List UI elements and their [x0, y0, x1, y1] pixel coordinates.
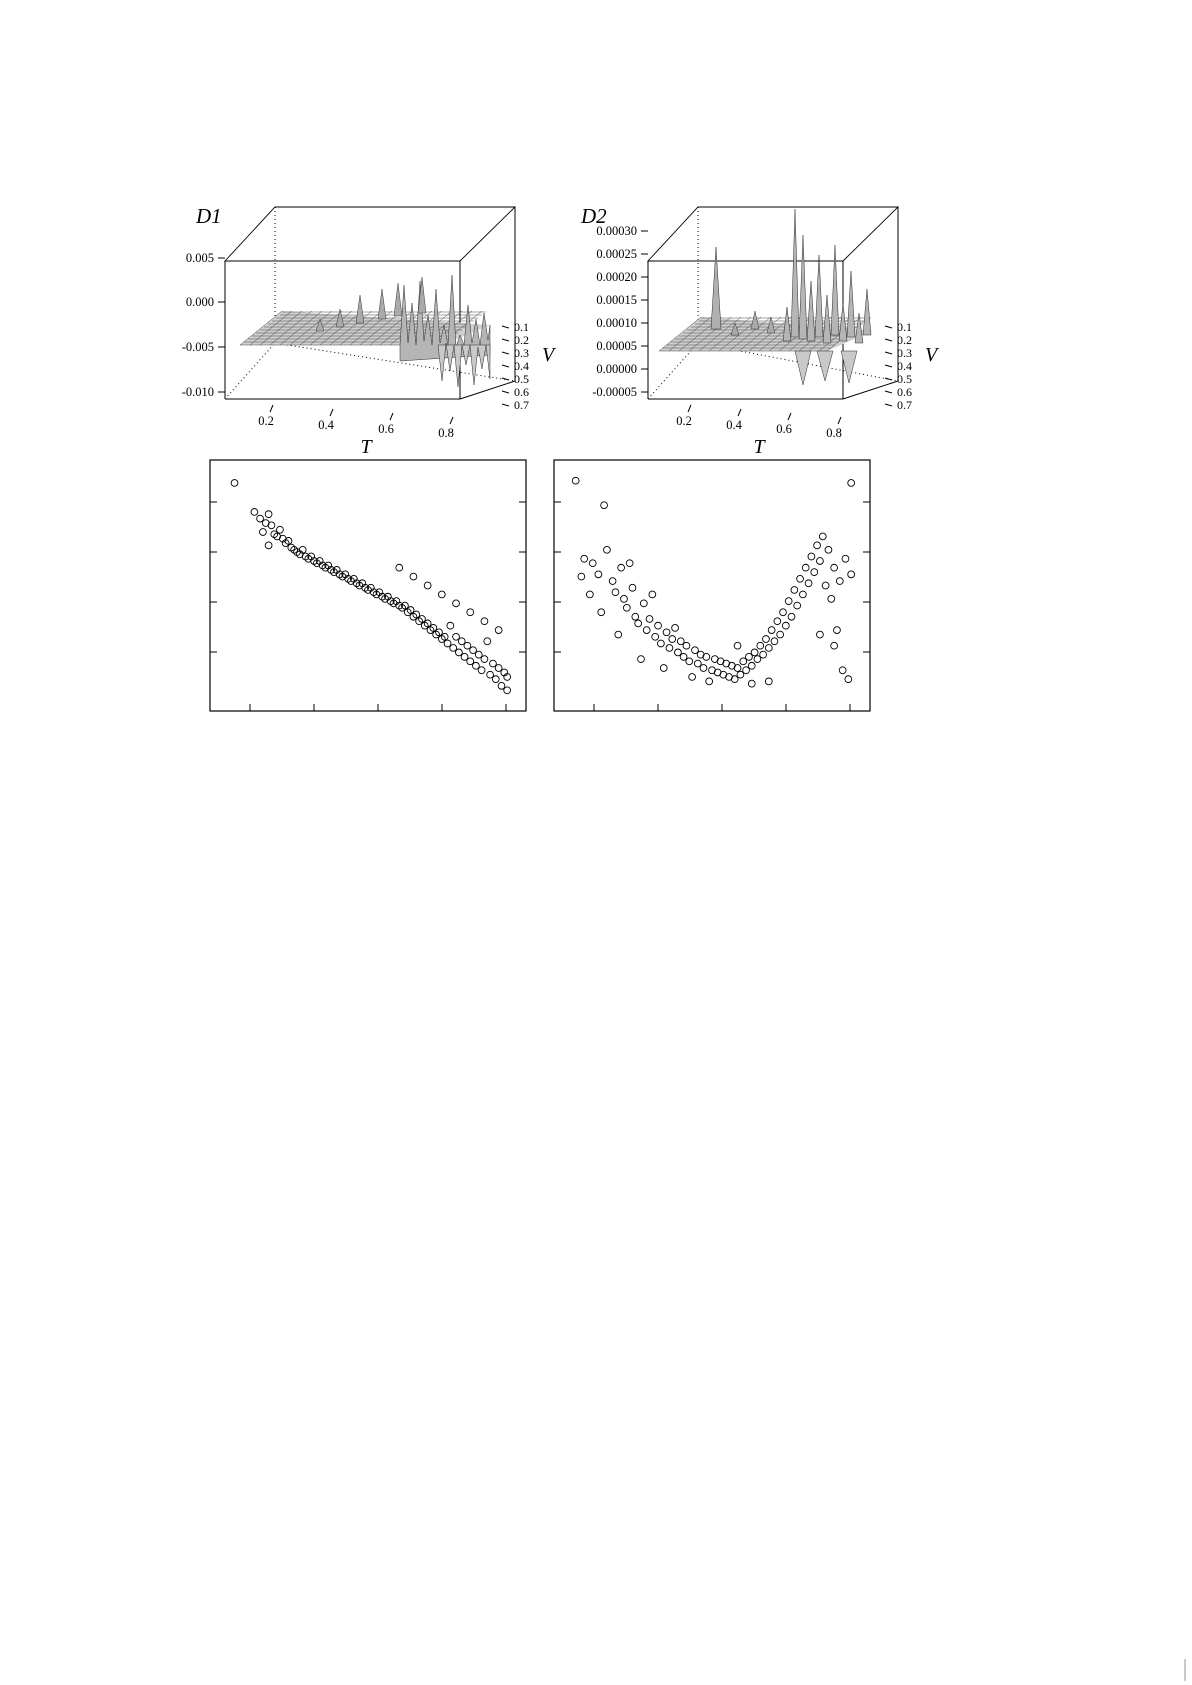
scatter-point: [694, 660, 701, 667]
scatter-point: [734, 665, 741, 672]
scatter-point: [461, 653, 468, 660]
scatter-point: [464, 642, 471, 649]
scatter-point: [748, 662, 755, 669]
scatter-point: [774, 618, 781, 625]
scatter-point: [842, 555, 849, 562]
scatter-point: [251, 509, 258, 516]
scatter-point: [595, 571, 602, 578]
scatter-point: [453, 633, 460, 640]
d2-z-tick-4: 0.00010: [596, 316, 637, 330]
d1-surface: [240, 275, 490, 387]
scatter-point: [677, 638, 684, 645]
scatter-point: [663, 629, 670, 636]
scatter-point: [771, 638, 778, 645]
scatter-point: [277, 526, 284, 533]
scatter-plot-2-svg: [552, 458, 872, 713]
d2-z-axis: [592, 224, 648, 399]
scatter-point: [447, 622, 454, 629]
scatter-point: [799, 591, 806, 598]
d2-box-frame: [648, 207, 898, 399]
scatter-point: [635, 620, 642, 627]
d2-z-tick-3: 0.00015: [596, 293, 637, 307]
scatter-point: [746, 653, 753, 660]
scatter-point: [475, 651, 482, 658]
d2-y-tick-6: 0.7: [897, 398, 912, 412]
scatter-point: [808, 553, 815, 560]
scatter-point: [640, 600, 647, 607]
scatter-point: [453, 600, 460, 607]
scatter-point: [828, 595, 835, 602]
d1-y-tick-2: 0.3: [514, 346, 529, 360]
scatter-point: [618, 564, 625, 571]
scatter-point: [680, 653, 687, 660]
d2-x-tick-1: 0.4: [726, 418, 742, 432]
scatter-point: [481, 618, 488, 625]
scatter-point: [703, 653, 710, 660]
d1-y-tick-3: 0.4: [514, 359, 529, 373]
d1-x-axis: [258, 405, 454, 458]
scatter-plot-2: [552, 458, 872, 713]
d2-z-tick-6: 0.00000: [596, 362, 637, 376]
scatter-point: [260, 529, 267, 536]
scatter-point: [495, 627, 502, 634]
d1-title-group: [195, 204, 222, 228]
scatter-point: [612, 589, 619, 596]
scatter-point: [751, 649, 758, 656]
d2-y-tick-2: 0.3: [897, 346, 912, 360]
scatter-point: [805, 580, 812, 587]
d1-title: D1: [196, 204, 222, 228]
d1-x-tick-1: 0.4: [318, 418, 334, 432]
d2-z-tick-1: 0.00025: [596, 247, 637, 261]
d2-x-tick-2: 0.6: [776, 422, 792, 436]
scatter-plot-1-svg: [208, 458, 528, 713]
scatter-point: [788, 613, 795, 620]
scatter-point: [589, 560, 596, 567]
d2-surface: [659, 209, 873, 385]
d2-x-tick-0: 0.2: [676, 414, 692, 428]
scatter-point: [470, 647, 477, 654]
scatter-point: [410, 573, 417, 580]
surface-plot-d1: [170, 185, 570, 460]
scatter-point: [655, 622, 662, 629]
scatter-point: [586, 591, 593, 598]
d2-y-tick-0: 0.1: [897, 320, 912, 334]
scatter-point: [791, 587, 798, 594]
scatter-point: [743, 667, 750, 674]
scatter-point: [734, 642, 741, 649]
scatter-point: [660, 665, 667, 672]
d2-y-tick-3: 0.4: [897, 359, 912, 373]
scatter-point: [672, 624, 679, 631]
d1-x-tick-3: 0.8: [438, 426, 454, 440]
scatter-point: [836, 578, 843, 585]
scatter-point: [646, 616, 653, 623]
scatter-point: [455, 649, 462, 656]
scatter-point: [780, 609, 787, 616]
scatter-point: [623, 604, 630, 611]
scatter-point: [649, 591, 656, 598]
scatter-point: [666, 645, 673, 652]
scatter-point: [458, 638, 465, 645]
d2-z-tick-2: 0.00020: [596, 270, 637, 284]
d2-x-axis: [676, 405, 842, 458]
d1-y-tick-1: 0.2: [514, 333, 529, 347]
scatter-point: [814, 542, 821, 549]
scatter-point: [265, 511, 272, 518]
d1-y-tick-0: 0.1: [514, 320, 529, 334]
scatter-point: [754, 656, 761, 663]
scatter-point: [626, 560, 633, 567]
surface-plot-d2-svg: [555, 185, 955, 460]
scatter-point: [765, 645, 772, 652]
scatter-point: [731, 676, 738, 683]
scatter-point: [504, 687, 511, 694]
scatter-point: [473, 662, 480, 669]
scatter-point: [740, 658, 747, 665]
scatter-point: [652, 633, 659, 640]
scatter-point: [785, 598, 792, 605]
scatter-point: [831, 642, 838, 649]
scatter-point: [811, 569, 818, 576]
d1-z-tick-1: 0.000: [185, 295, 214, 309]
d2-z-tick-7: -0.00005: [592, 385, 637, 399]
d1-y-axis-label: V: [542, 344, 555, 366]
scatter-point: [467, 609, 474, 616]
scatter-point: [578, 573, 585, 580]
scatter-point: [632, 613, 639, 620]
scatter-point: [424, 582, 431, 589]
scatter-point: [834, 627, 841, 634]
scatter-point: [706, 678, 713, 685]
d2-z-tick-0: 0.00030: [596, 224, 637, 238]
d1-x-axis-label: T: [360, 436, 372, 458]
scatter-point: [848, 571, 855, 578]
scatter-point: [444, 640, 451, 647]
scatter-point: [831, 564, 838, 571]
d2-y-tick-4: 0.5: [897, 372, 912, 386]
scatter-point: [675, 649, 682, 656]
scatter-point: [794, 602, 801, 609]
scatter-point: [768, 627, 775, 634]
scatter-point: [819, 533, 826, 540]
page-edge-mark: [1184, 1659, 1186, 1681]
scatter-point: [438, 591, 445, 598]
d2-y-axis-label: V: [925, 344, 938, 366]
scatter-point: [638, 656, 645, 663]
d2-x-axis-label: T: [753, 436, 765, 458]
scatter-point: [822, 582, 829, 589]
surface-plot-d2: [555, 185, 955, 460]
surface-plot-d1-svg: [170, 185, 570, 460]
scatter-point: [629, 584, 636, 591]
scatter-point: [604, 546, 611, 553]
d2-title: D2: [581, 204, 607, 228]
scatter-point: [689, 674, 696, 681]
d2-x-tick-3: 0.8: [826, 426, 842, 440]
scatter-point: [686, 658, 693, 665]
scatter-point: [450, 645, 457, 652]
scatter-point: [763, 636, 770, 643]
scatter-point: [495, 665, 502, 672]
scatter-point: [257, 515, 264, 522]
scatter-point: [839, 667, 846, 674]
d2-y-tick-5: 0.6: [897, 385, 912, 399]
scatter-point: [760, 651, 767, 658]
scatter-2-points: [572, 477, 854, 687]
scatter-point: [817, 558, 824, 565]
scatter-point: [757, 642, 764, 649]
scatter-point: [817, 631, 824, 638]
scatter-point: [737, 671, 744, 678]
scatter-point: [609, 578, 616, 585]
scatter-point: [748, 680, 755, 687]
d2-z-tick-5: 0.00005: [596, 339, 637, 353]
scatter-point: [643, 627, 650, 634]
scatter-point: [231, 480, 238, 487]
scatter-point: [848, 480, 855, 487]
scatter-point: [782, 622, 789, 629]
scatter-point: [498, 682, 505, 689]
scatter-point: [765, 678, 772, 685]
scatter-point: [845, 676, 852, 683]
scatter-point: [268, 522, 275, 529]
d1-z-tick-2: -0.005: [181, 340, 214, 354]
scatter-point: [657, 640, 664, 647]
scatter-point: [265, 542, 272, 549]
d1-z-tick-3: -0.010: [181, 385, 214, 399]
d1-y-tick-5: 0.6: [514, 385, 529, 399]
scatter-point: [825, 546, 832, 553]
scatter-point: [683, 642, 690, 649]
d2-y-tick-1: 0.2: [897, 333, 912, 347]
d1-z-axis: [182, 251, 225, 399]
scatter-1-points: [231, 480, 510, 694]
d1-x-tick-2: 0.6: [378, 422, 394, 436]
scatter-point: [581, 555, 588, 562]
scatter-point: [484, 638, 491, 645]
scatter-point: [669, 636, 676, 643]
scatter-point: [487, 671, 494, 678]
scatter-point: [481, 656, 488, 663]
d1-y-tick-4: 0.5: [514, 372, 529, 386]
d1-y-tick-6: 0.7: [514, 398, 529, 412]
d1-x-tick-0: 0.2: [258, 414, 274, 428]
scatter-point: [700, 665, 707, 672]
scatter-point: [598, 609, 605, 616]
scatter-point: [797, 575, 804, 582]
scatter-plot-1: [208, 458, 528, 713]
scatter-point: [692, 647, 699, 654]
scatter-point: [621, 595, 628, 602]
scatter-1-ticks: [210, 502, 526, 711]
scatter-point: [615, 631, 622, 638]
d1-box-frame: [225, 207, 515, 399]
scatter-point: [492, 676, 499, 683]
scatter-point: [802, 564, 809, 571]
d1-z-tick-0: 0.005: [185, 251, 214, 265]
scatter-point: [601, 502, 608, 509]
scatter-point: [396, 564, 403, 571]
scatter-point: [467, 658, 474, 665]
scatter-point: [478, 667, 485, 674]
d2-y-axis: [885, 320, 940, 412]
scatter-point: [490, 660, 497, 667]
d1-y-axis: [502, 320, 557, 412]
scatter-point: [777, 631, 784, 638]
scatter-point: [572, 477, 579, 484]
